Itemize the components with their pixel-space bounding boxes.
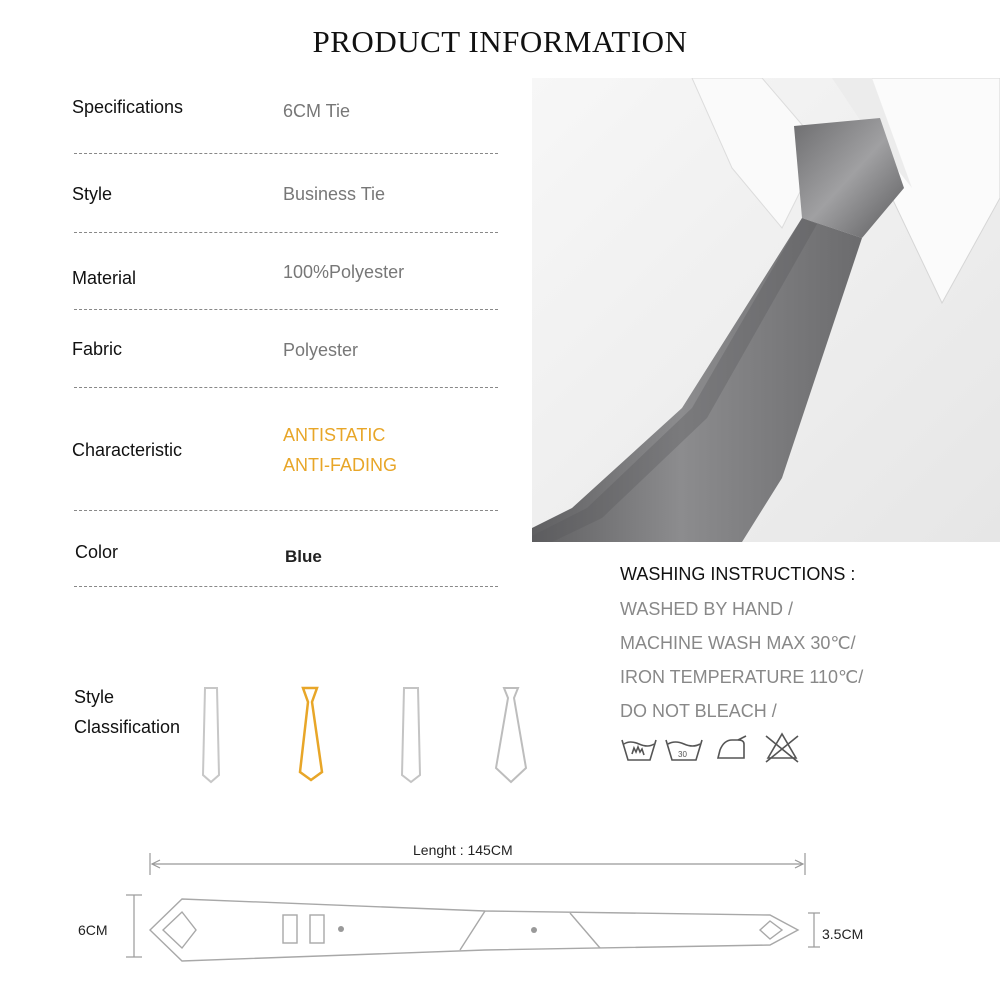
washing-line-hand: WASHED BY HAND / — [620, 599, 794, 619]
tie-on-shirt-illustration — [532, 78, 1000, 542]
spec-value-fabric: Polyester — [283, 340, 359, 360]
spec-value-color: Blue — [285, 547, 322, 566]
spec-label-characteristic: Characteristic — [72, 440, 183, 460]
product-photo — [532, 78, 1000, 542]
spec-value-specifications: 6CM Tie — [283, 101, 351, 121]
straight-tie-icon — [402, 688, 420, 782]
spec-value-style: Business Tie — [283, 184, 386, 204]
classic-tie-icon — [496, 688, 526, 782]
spec-value-anti-fading: ANTI-FADING — [283, 455, 398, 475]
page-title: PRODUCT INFORMATION — [312, 24, 688, 59]
divider — [74, 510, 498, 511]
washing-icons — [620, 728, 820, 768]
washing-line-machine: MACHINE WASH MAX 30℃/ — [620, 633, 856, 653]
spec-label-style: Style — [72, 184, 113, 204]
narrow-end-label: 3.5CM — [822, 926, 864, 942]
iron-icon — [718, 736, 746, 758]
washing-line-bleach: DO NOT BLEACH / — [620, 701, 777, 721]
tie-style-shapes — [190, 680, 540, 790]
svg-text:30: 30 — [678, 750, 687, 759]
hand-wash-icon — [622, 740, 656, 760]
divider — [74, 232, 498, 233]
divider — [74, 387, 498, 388]
length-label: Lenght : 145CM — [413, 842, 513, 858]
divider — [74, 309, 498, 310]
spec-label-fabric: Fabric — [72, 339, 123, 359]
wide-end-label: 6CM — [78, 922, 108, 938]
machine-wash-30-icon — [666, 740, 702, 760]
washing-heading: WASHING INSTRUCTIONS : — [620, 564, 856, 584]
slim-straight-tie-icon — [203, 688, 219, 782]
spec-label-color: Color — [75, 542, 119, 562]
style-classification-label-line1: Style — [74, 687, 115, 707]
spec-value-antistatic: ANTISTATIC — [283, 425, 386, 445]
divider — [74, 586, 498, 587]
spec-label-specifications: Specifications — [72, 97, 184, 117]
style-classification-label — [74, 682, 180, 742]
spec-label-material: Material — [72, 268, 137, 288]
flat-tie-outline — [150, 899, 798, 961]
skinny-tie-icon — [300, 688, 322, 780]
tie-dimension-diagram — [70, 835, 950, 965]
spec-value-material: 100%Polyester — [283, 262, 405, 282]
style-classification-label-line2: Classification — [74, 717, 181, 737]
washing-line-iron: IRON TEMPERATURE 110℃/ — [620, 667, 864, 687]
divider — [74, 153, 498, 154]
no-bleach-icon — [766, 734, 798, 762]
